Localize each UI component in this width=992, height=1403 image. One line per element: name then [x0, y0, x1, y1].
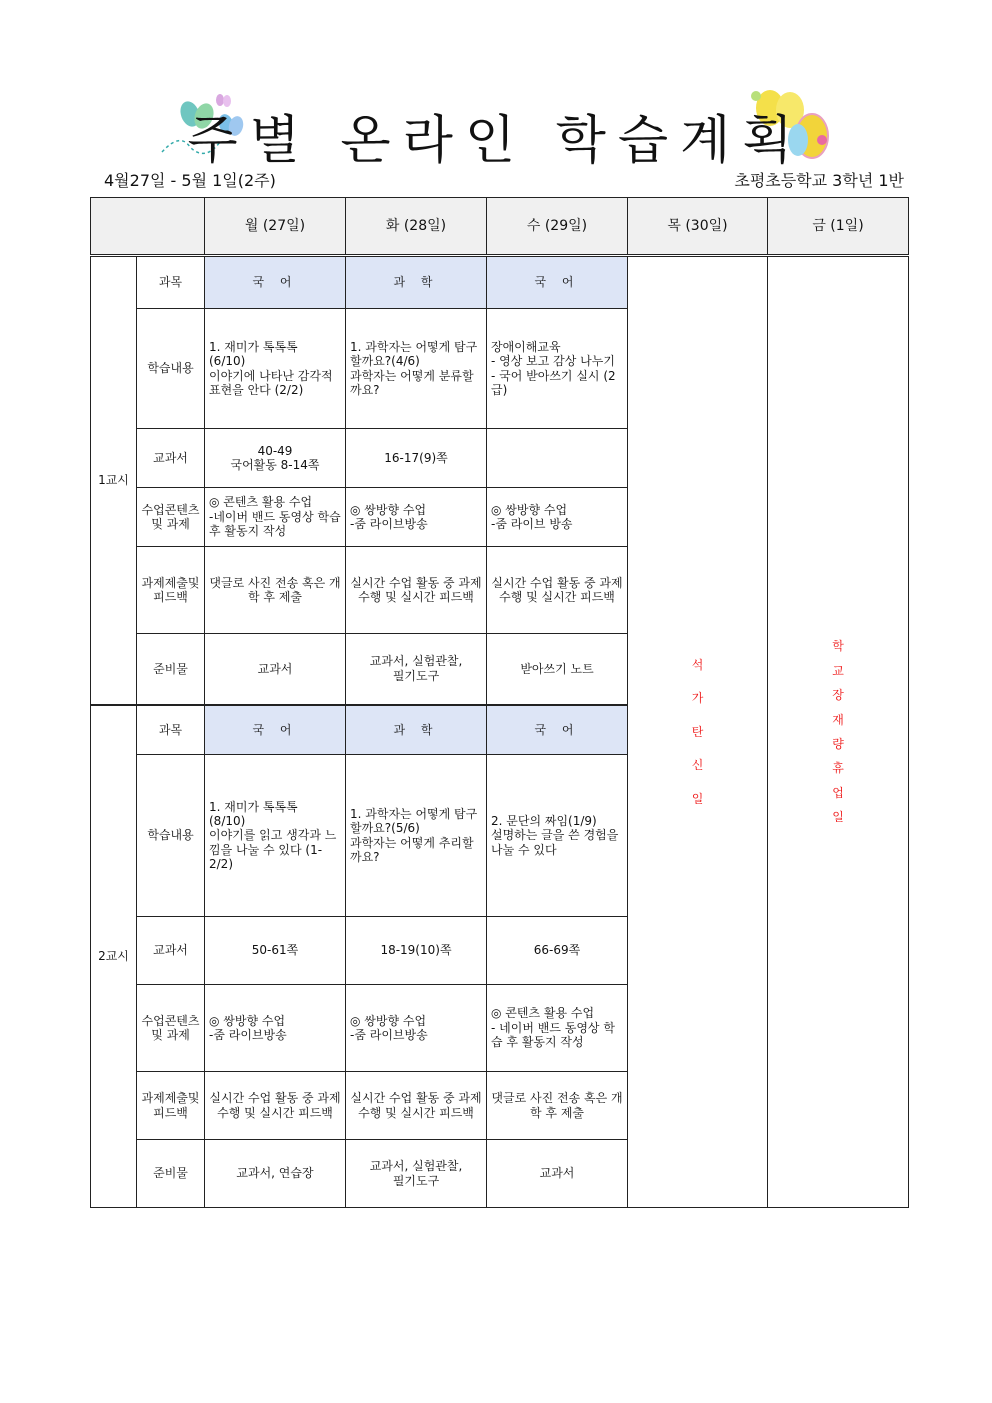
holiday-thu — [628, 256, 768, 1208]
content-cell: 1. 과학자는 어떻게 탐구할까요?(4/6) 과학자는 어떻게 분류할까요? — [346, 309, 487, 429]
content-cell: 장애이해교육 - 영상 보고 감상 나누기 - 국어 받아쓰기 실시 (2급) — [487, 309, 628, 429]
subject-row — [91, 256, 909, 309]
materials-cell: 교과서 — [487, 1140, 628, 1208]
row-label: 과제제출및 피드백 — [137, 1072, 205, 1140]
day-header: 화 (28일) — [346, 198, 487, 256]
textbook-cell: 50-61쪽 — [205, 917, 346, 985]
row-label: 교과서 — [137, 917, 205, 985]
holiday-fri — [768, 256, 909, 1208]
row-label: 과제제출및 피드백 — [137, 547, 205, 634]
weekly-plan-table — [90, 197, 909, 1208]
textbook-cell: 40-49 국어활동 8-14쪽 — [205, 429, 346, 488]
row-label: 과목 — [137, 256, 205, 309]
class-content-cell: ◎ 콘텐츠 활용 수업 -네이버 밴드 동영상 학습 후 활동지 작성 — [205, 488, 346, 547]
period-label: 2교시 — [91, 705, 137, 1208]
class-content-cell: ◎ 콘텐츠 활용 수업 - 네이버 밴드 동영상 학습 후 활동지 작성 — [487, 985, 628, 1072]
subject-cell: 과 학 — [346, 256, 487, 309]
day-header: 수 (29일) — [487, 198, 628, 256]
class-content-cell: ◎ 쌍방향 수업 -줌 라이브방송 — [346, 488, 487, 547]
period-label: 1교시 — [91, 256, 137, 705]
submission-cell: 실시간 수업 활동 중 과제 수행 및 실시간 피드백 — [205, 1072, 346, 1140]
textbook-cell: 18-19(10)쪽 — [346, 917, 487, 985]
textbook-cell: 66-69쪽 — [487, 917, 628, 985]
content-cell: 1. 재미가 톡톡톡 (6/10) 이야기에 나타난 감각적 표현을 안다 (2/2) — [205, 309, 346, 429]
materials-cell: 교과서, 연습장 — [205, 1140, 346, 1208]
row-label: 학습내용 — [137, 309, 205, 429]
school-info: 초평초등학교 3학년 1반 — [734, 171, 904, 190]
day-header: 금 (1일) — [768, 198, 909, 256]
submission-cell: 댓글로 사진 전송 혹은 개학 후 제출 — [205, 547, 346, 634]
content-cell: 2. 문단의 짜임(1/9) 설명하는 글을 쓴 경험을 나눌 수 있다 — [487, 755, 628, 917]
page-title: 주별 온라인 학습계획 — [187, 111, 805, 171]
header-corner — [91, 198, 205, 256]
row-label: 준비물 — [137, 1140, 205, 1208]
content-cell: 1. 과학자는 어떻게 탐구할까요?(5/6) 과학자는 어떻게 추리할까요? — [346, 755, 487, 917]
header-row — [91, 198, 909, 256]
submission-cell: 실시간 수업 활동 중 과제 수행 및 실시간 피드백 — [487, 547, 628, 634]
class-content-cell: ◎ 쌍방향 수업 -줌 라이브 방송 — [487, 488, 628, 547]
row-label: 수업콘텐츠 및 과제 — [137, 985, 205, 1072]
subject-cell: 과 학 — [346, 705, 487, 755]
materials-cell: 교과서 — [205, 634, 346, 705]
materials-cell: 교과서, 실험관찰, 필기도구 — [346, 1140, 487, 1208]
class-content-cell: ◎ 쌍방향 수업 -줌 라이브방송 — [346, 985, 487, 1072]
materials-cell: 교과서, 실험관찰, 필기도구 — [346, 634, 487, 705]
holiday-text: 학 교 장 재 량 휴 업 일 — [832, 639, 844, 825]
submission-cell: 실시간 수업 활동 중 과제 수행 및 실시간 피드백 — [346, 547, 487, 634]
row-label: 학습내용 — [137, 755, 205, 917]
subject-cell: 국 어 — [205, 705, 346, 755]
date-range: 4월27일 - 5월 1일(2주) — [104, 171, 276, 190]
submission-cell: 실시간 수업 활동 중 과제 수행 및 실시간 피드백 — [346, 1072, 487, 1140]
textbook-cell — [487, 429, 628, 488]
content-cell: 1. 재미가 톡톡톡 (8/10) 이야기를 읽고 생각과 느낌을 나눌 수 있다 (1-2/2) — [205, 755, 346, 917]
subject-cell: 국 어 — [205, 256, 346, 309]
row-label: 준비물 — [137, 634, 205, 705]
textbook-cell: 16-17(9)쪽 — [346, 429, 487, 488]
submission-cell: 댓글로 사진 전송 혹은 개학 후 제출 — [487, 1072, 628, 1140]
row-label: 과목 — [137, 705, 205, 755]
subject-cell: 국 어 — [487, 256, 628, 309]
row-label: 교과서 — [137, 429, 205, 488]
materials-cell: 받아쓰기 노트 — [487, 634, 628, 705]
subject-cell: 국 어 — [487, 705, 628, 755]
day-header: 월 (27일) — [205, 198, 346, 256]
row-label: 수업콘텐츠 및 과제 — [137, 488, 205, 547]
holiday-text: 석 가 탄 신 일 — [691, 658, 704, 806]
class-content-cell: ◎ 쌍방향 수업 -줌 라이브방송 — [205, 985, 346, 1072]
day-header: 목 (30일) — [628, 198, 768, 256]
